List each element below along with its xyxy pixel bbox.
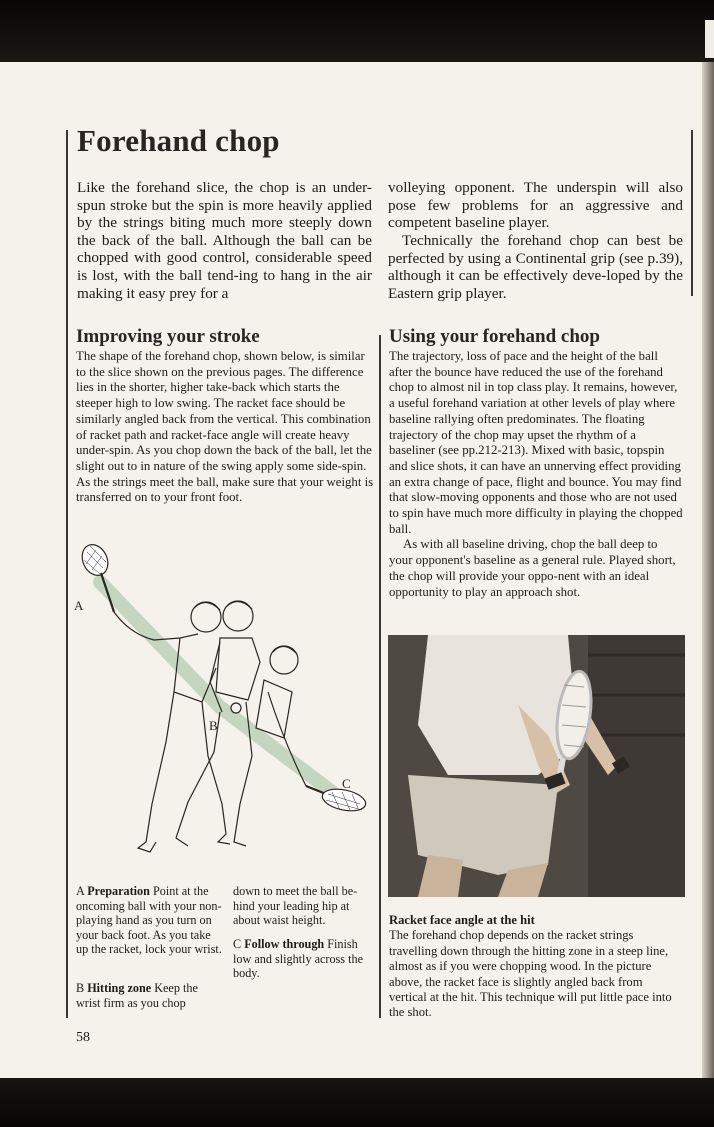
player-photo-image (388, 635, 685, 897)
page-edge-shadow (702, 62, 714, 1078)
improving-text-block (76, 349, 374, 506)
caption-c-text: Finish low and slightly across the body. (233, 937, 363, 981)
improving-text: The shape of the forehand chop, shown below, is similar to the slice shown on the previous pages. The difference lies in the shorter, higher take-back which starts the steeper high to low swing. The racket face should be similarly angled back from the vertical. This combination of racket path and racket-face angle will create heavy under-spin. As you chop down the back of the ball, let the slight out to in nature of the swing apply some side-spin. As the strings meet the ball, make sure that your weight is transferred on to your front foot. (76, 349, 374, 505)
caption-a-letter: A (76, 884, 85, 898)
caption-c-title: Follow through (244, 937, 325, 951)
caption-b-cont-text: down to meet the ball be-hind your leading hip at about waist height. (233, 884, 358, 928)
caption-b (76, 981, 224, 1010)
photo-caption (389, 913, 681, 1021)
caption-b-text: Keep the wrist firm as you chop (76, 981, 198, 1010)
caption-c-letter: C (233, 937, 242, 951)
forehand-chop-illustration (70, 542, 374, 872)
improving-heading: Improving your stroke (76, 326, 260, 347)
using-text-2: As with all baseline driving, chop the ball deep to your opponent's baseline as a general rule. Played short, the chop will provide your oppo-nent with an ideal opportunity to play an approach shot. (389, 537, 676, 599)
page-number: 58 (76, 1030, 90, 1045)
column-rule-right (691, 130, 693, 296)
caption-c (233, 937, 373, 981)
scan-border-top (0, 0, 714, 62)
caption-b-letter: B (76, 981, 85, 995)
caption-b-continued (233, 884, 373, 928)
caption-a-title: Preparation (87, 884, 150, 898)
intro-text-left: Like the forehand slice, the chop is an under-spun stroke but the spin is more heavily applied by the strings biting much more steeply down the back of the ball. Although the ball can be chopped with good control, considerable speed is lost, with the ball tend-ing to hang in the air making it easy prey for a (77, 179, 372, 302)
diagram-label-b: B (209, 718, 218, 733)
intro-text-right-2: Technically the forehand chop can best be perfected by using a Continental grip (see p.39), although it can be effectively deve-loped by the Eastern grip player. (388, 232, 683, 302)
intro-text-right-1: volleying opponent. The underspin will also pose few problems for an aggressive and competent baseline player. (388, 179, 683, 232)
using-text-1: The trajectory, loss of pace and the height of the ball after the bounce have reduced the use of the forehand chop to almost nil in top class play. It remains, however, a useful forehand variation at other levels of play where baseline rallying often predominates. The floating trajectory of the chop may upset the rhythm of a baseliner (see pp.212-213). Mixed with basic, topspin and slice shots, it can have an unnerving effect providing an extra change of pace, flight and bounce. You may find that slow-moving opponents and those who are not used to spin have much more difficulty in playing the chopped ball. (389, 349, 683, 536)
photo-caption-text: The forehand chop depends on the racket strings travelling down through the hitting zone in a steep line, almost as if you were chopping wood. In the picture above, the racket face is slightly angled back from vertical at the hit. This technique will put little pace into the shot. (389, 928, 672, 1020)
scan-edge-mark (705, 20, 714, 58)
column-rule-left (66, 130, 68, 1018)
scan-border-bottom (0, 1078, 714, 1127)
caption-a (76, 884, 224, 957)
column-rule-middle (379, 335, 381, 1018)
player-photo (388, 635, 685, 897)
page-title: Forehand chop (77, 123, 280, 158)
photo-caption-title: Racket face angle at the hit (389, 913, 535, 927)
using-heading: Using your forehand chop (389, 326, 600, 347)
caption-a-text: Point at the oncoming ball with your non-playing hand as you turn on your back foot. As you take up the racket, lock your wrist. (76, 884, 222, 957)
diagram-label-a: A (74, 598, 84, 613)
using-text-block (389, 349, 683, 600)
diagram-label-c: C (342, 776, 351, 791)
caption-b-title: Hitting zone (87, 981, 152, 995)
